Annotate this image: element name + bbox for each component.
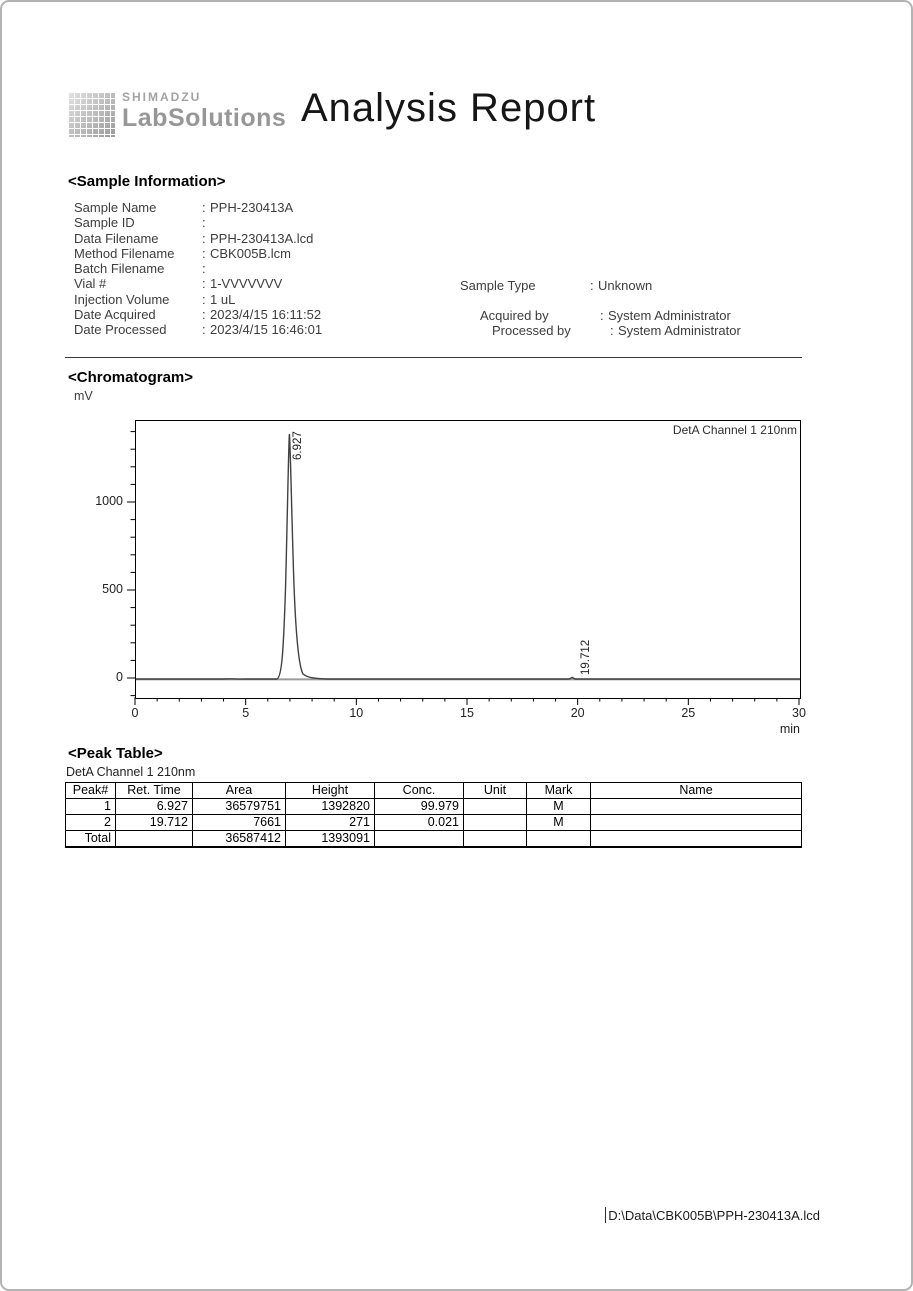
field-value: 2023/4/15 16:46:01	[210, 322, 323, 338]
cell-total-height: 1393091	[286, 831, 375, 848]
colon: :	[600, 308, 604, 323]
cell-ret-time: 6.927	[116, 799, 193, 815]
col-mark: Mark	[527, 783, 591, 799]
cell-mark: M	[527, 815, 591, 831]
detector-channel-label: DetA Channel 1 210nm	[672, 423, 797, 437]
sample-information-heading: <Sample Information>	[68, 173, 226, 190]
chromatogram-heading: <Chromatogram>	[68, 369, 194, 386]
date-acquired-row	[74, 307, 322, 322]
x-tick-label-5: 5	[242, 706, 250, 720]
col-area: Area	[193, 783, 286, 799]
colon: :	[202, 261, 206, 277]
x-axis-unit-label: min	[779, 722, 800, 736]
field-label: Injection Volume	[74, 291, 170, 307]
x-tick-label-30: 30	[792, 706, 806, 720]
field-label: Data Filename	[74, 230, 159, 246]
cell-unit	[464, 799, 527, 815]
field-label: Acquired by	[480, 308, 549, 323]
cell-total-unit	[464, 831, 527, 848]
cell-peak-number: 1	[66, 799, 116, 815]
colon: :	[202, 322, 206, 338]
field-label: Processed by	[492, 323, 571, 338]
peak-retention-label-1: 6.927	[292, 431, 304, 460]
cell-name	[591, 815, 802, 831]
peak-table-total-row	[66, 831, 802, 848]
chromatogram-chart	[65, 412, 825, 742]
y-tick-label-0: 0	[116, 670, 123, 684]
method-filename-row	[74, 246, 322, 261]
x-tick-label-20: 20	[570, 706, 585, 720]
cell-total-conc	[375, 831, 464, 848]
col-name: Name	[591, 783, 802, 799]
field-label: Batch Filename	[74, 261, 165, 277]
col-height: Height	[286, 783, 375, 799]
colon: :	[202, 276, 206, 292]
processed-by-row	[492, 323, 741, 338]
col-ret-time: Ret. Time	[116, 783, 193, 799]
x-tick-label-0: 0	[131, 706, 139, 720]
peak-table	[65, 782, 802, 848]
colon: :	[202, 215, 206, 231]
cell-conc: 0.021	[375, 815, 464, 831]
sample-type-row	[460, 278, 652, 293]
y-axis-unit-label: mV	[74, 389, 93, 403]
text-caret	[605, 1207, 606, 1223]
cell-peak-number: 2	[66, 815, 116, 831]
colon: :	[202, 200, 206, 215]
peak-retention-label-2: 19.712	[580, 639, 592, 675]
field-label: Date Processed	[74, 322, 167, 338]
field-value: 2023/4/15 16:11:52	[210, 307, 322, 323]
peak-table-channel-label: DetA Channel 1 210nm	[66, 765, 196, 779]
peak-row-2	[66, 815, 802, 831]
chromatogram-trace	[136, 421, 800, 698]
injection-volume-row	[74, 292, 322, 307]
y-tick-label-500: 500	[102, 582, 123, 596]
chromatogram-plot-frame	[135, 420, 801, 699]
acquired-by-row	[480, 308, 731, 323]
report-title: Analysis Report	[301, 86, 597, 130]
batch-filename-row	[74, 261, 322, 276]
colon: :	[610, 323, 614, 338]
file-path-text: D:\Data\CBK005B\PPH-230413A.lcd	[608, 1208, 820, 1223]
y-tick-label-1000: 1000	[95, 494, 123, 508]
field-label: Vial #	[74, 276, 107, 292]
peak-table-header-row	[66, 783, 802, 799]
shimadzu-grid-logo-icon	[68, 92, 115, 137]
brand-block	[68, 90, 286, 137]
field-value: System Administrator	[608, 308, 731, 323]
colon: :	[202, 307, 206, 323]
data-filename-row	[74, 231, 322, 246]
signal-trace	[136, 434, 800, 679]
colon: :	[202, 230, 206, 246]
field-label: Date Acquired	[74, 307, 156, 323]
field-label: Sample Name	[74, 200, 157, 215]
peak-row-1	[66, 799, 802, 815]
colon: :	[590, 278, 594, 293]
cell-total-mark	[527, 831, 591, 848]
cell-total-name	[591, 831, 802, 848]
date-processed-row	[74, 322, 322, 337]
cell-height: 271	[286, 815, 375, 831]
cell-area: 7661	[193, 815, 286, 831]
col-unit: Unit	[464, 783, 527, 799]
field-value: System Administrator	[618, 323, 741, 338]
peak-table-heading: <Peak Table>	[68, 745, 163, 762]
field-label: Sample Type	[460, 278, 536, 293]
brand-text	[122, 90, 286, 132]
field-value: CBK005B.lcm	[210, 245, 291, 261]
cell-name	[591, 799, 802, 815]
field-value: PPH-230413A	[210, 200, 294, 215]
colon: :	[202, 291, 206, 307]
cell-total-label: Total	[66, 831, 116, 848]
field-label: Method Filename	[74, 245, 175, 261]
field-value: Unknown	[598, 278, 653, 293]
data-file-path	[605, 1207, 820, 1223]
field-value: 1-VVVVVVV	[210, 276, 283, 292]
x-tick-label-25: 25	[681, 706, 696, 720]
cell-ret-time: 19.712	[116, 815, 193, 831]
sample-name-row	[74, 200, 322, 215]
x-tick-label-10: 10	[349, 706, 364, 720]
sample-id-row	[74, 215, 322, 230]
colon: :	[202, 245, 206, 261]
section-divider	[65, 357, 802, 358]
col-conc: Conc.	[375, 783, 464, 799]
field-value: PPH-230413A.lcd	[210, 230, 314, 246]
cell-mark: M	[527, 799, 591, 815]
brand-shimadzu: SHIMADZU	[122, 90, 202, 104]
vial-row	[74, 276, 322, 291]
col-peak-number: Peak#	[66, 783, 116, 799]
field-label: Sample ID	[74, 215, 135, 231]
cell-total-area: 36587412	[193, 831, 286, 848]
cell-total-ret-time	[116, 831, 193, 848]
x-tick-label-15: 15	[460, 706, 474, 720]
sample-information-left-column	[74, 200, 322, 338]
cell-height: 1392820	[286, 799, 375, 815]
cell-conc: 99.979	[375, 799, 464, 815]
field-value: 1 uL	[210, 291, 236, 307]
cell-area: 36579751	[193, 799, 286, 815]
cell-unit	[464, 815, 527, 831]
brand-labsolutions: LabSolutions	[122, 104, 287, 132]
